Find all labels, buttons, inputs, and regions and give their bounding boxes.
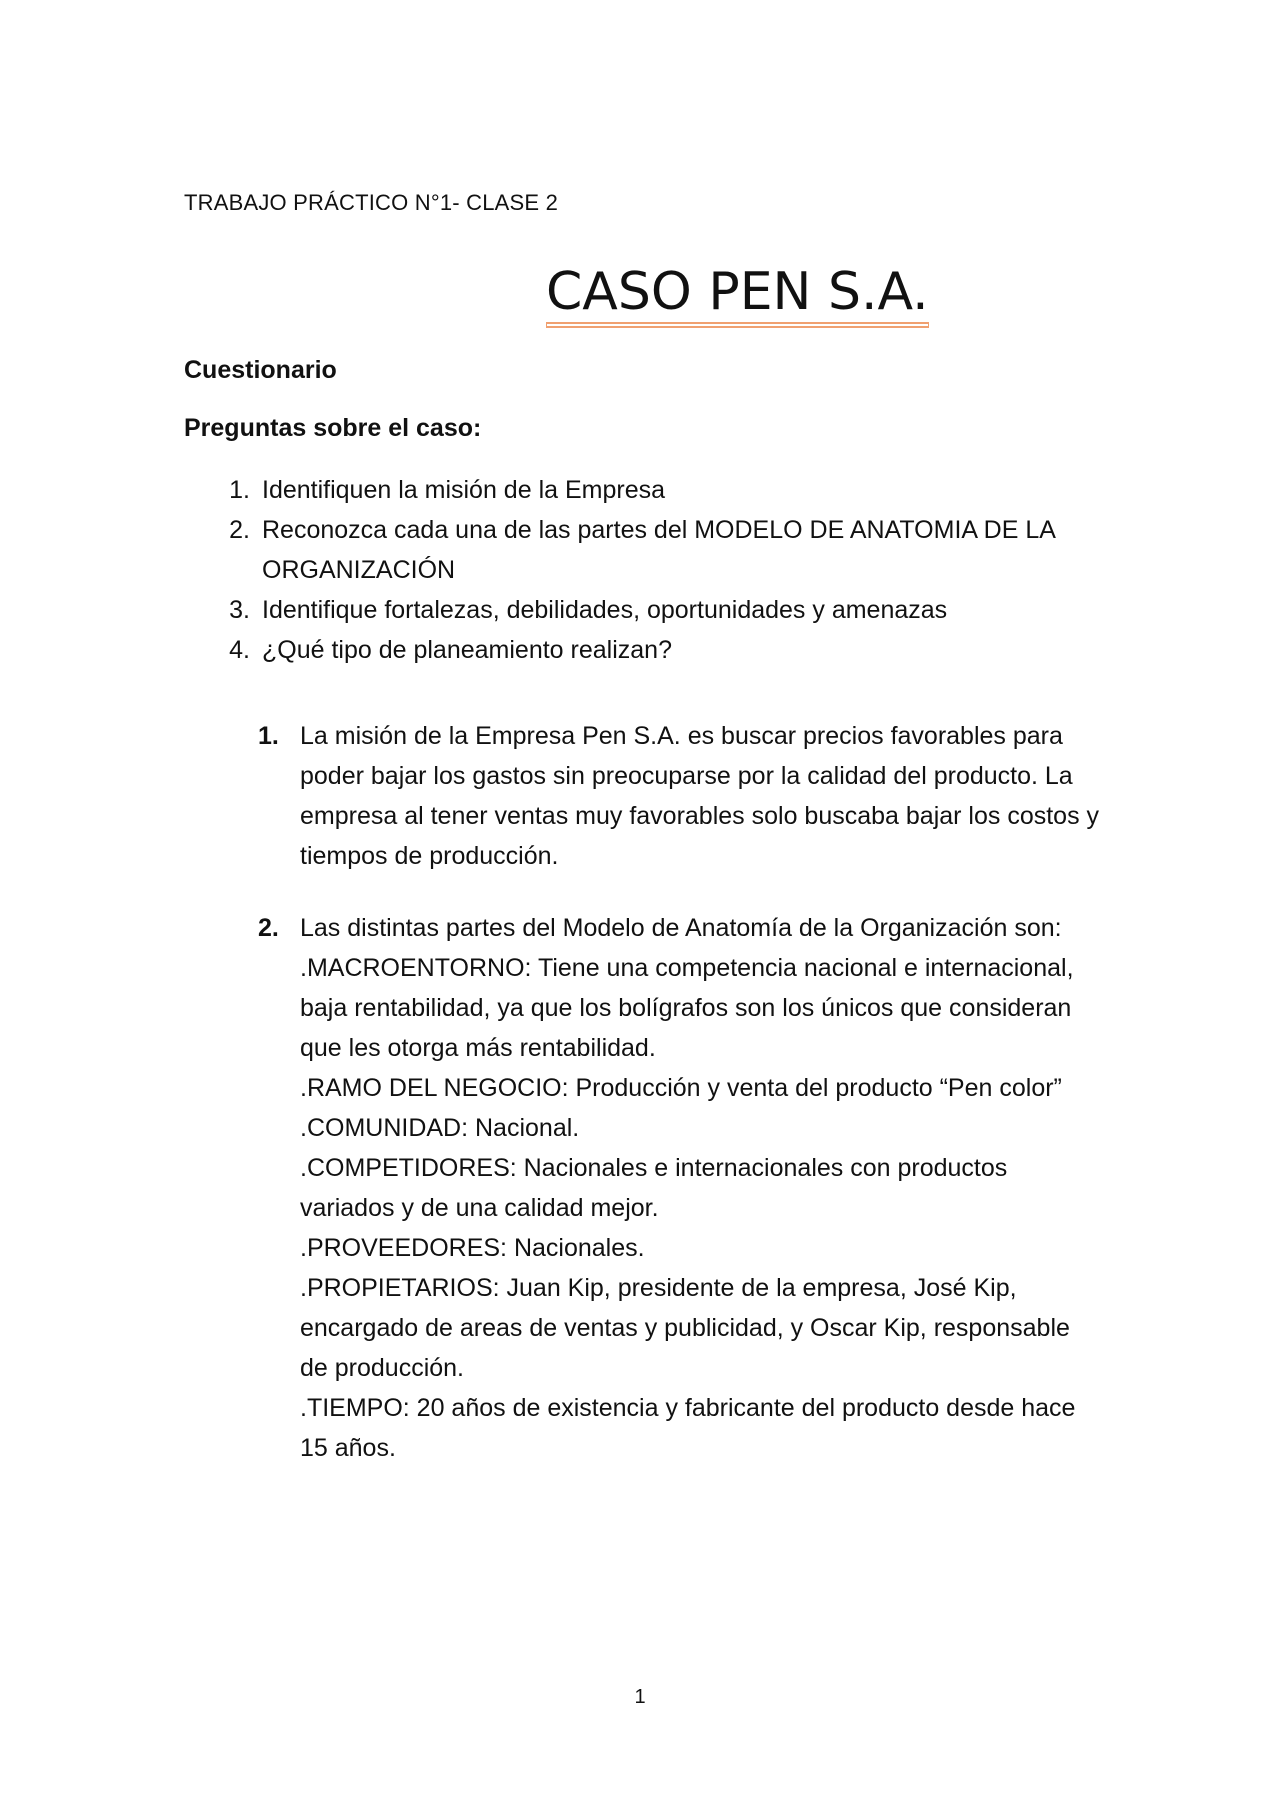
document-header: TRABAJO PRÁCTICO N°1- CLASE 2 xyxy=(184,190,559,215)
questions-list xyxy=(212,470,1112,670)
answer-body xyxy=(300,908,1100,1468)
question-text: ¿Qué tipo de planeamiento realizan? xyxy=(262,636,672,664)
answer-number: 2. xyxy=(258,914,279,942)
answer-item xyxy=(258,908,1118,1468)
answer-number: 1. xyxy=(258,722,279,750)
answer-item xyxy=(258,716,1118,876)
question-number: 3. xyxy=(229,596,250,624)
question-text: Reconozca cada una de las partes del MODELO DE ANATOMIA DE LA ORGANIZACIÓN xyxy=(262,516,1055,584)
question-item xyxy=(212,470,1112,510)
question-item xyxy=(212,510,1112,590)
question-number: 1. xyxy=(229,476,250,504)
questions-subheading: Preguntas sobre el caso: xyxy=(184,414,482,442)
page-number: 1 xyxy=(634,1686,646,1708)
answers-list xyxy=(258,716,1118,1500)
answer-paragraph: La misión de la Empresa Pen S.A. es buscar precios favorables para poder bajar los gastos sin preocuparse por la calidad del producto. La empresa al tener ventas muy favorables solo buscaba bajar los costos y tiempos de producción. xyxy=(300,722,1100,870)
question-item xyxy=(212,590,1112,630)
answer-paragraph: .COMPETIDORES: Nacionales e internacionales con productos variados y de una calidad mejor. xyxy=(300,1154,1008,1222)
answer-paragraph: .PROVEEDORES: Nacionales. xyxy=(300,1234,645,1262)
answer-paragraph: .RAMO DEL NEGOCIO: Producción y venta del producto “Pen color” xyxy=(300,1074,1062,1102)
section-heading: Cuestionario xyxy=(184,356,337,384)
question-number: 4. xyxy=(229,636,250,664)
question-text: Identifique fortalezas, debilidades, oportunidades y amenazas xyxy=(262,596,948,624)
answer-paragraph: .TIEMPO: 20 años de existencia y fabricante del producto desde hace 15 años. xyxy=(300,1394,1076,1462)
answer-paragraph: .MACROENTORNO: Tiene una competencia nacional e internacional, baja rentabilidad, ya que los bolígrafos son los únicos que consideran que les otorga más rentabilidad. xyxy=(300,954,1074,1062)
question-item xyxy=(212,630,1112,670)
question-text: Identifiquen la misión de la Empresa xyxy=(262,476,666,504)
question-number: 2. xyxy=(229,516,250,544)
answer-paragraph: .PROPIETARIOS: Juan Kip, presidente de la empresa, José Kip, encargado de areas de ventas y publicidad, y Oscar Kip, responsable de producción. xyxy=(300,1274,1070,1382)
answer-paragraph: .COMUNIDAD: Nacional. xyxy=(300,1114,580,1142)
document-title: CASO PEN S.A. xyxy=(546,262,929,322)
answer-paragraph: Las distintas partes del Modelo de Anatomía de la Organización son: xyxy=(300,914,1062,942)
answer-body xyxy=(300,716,1100,876)
